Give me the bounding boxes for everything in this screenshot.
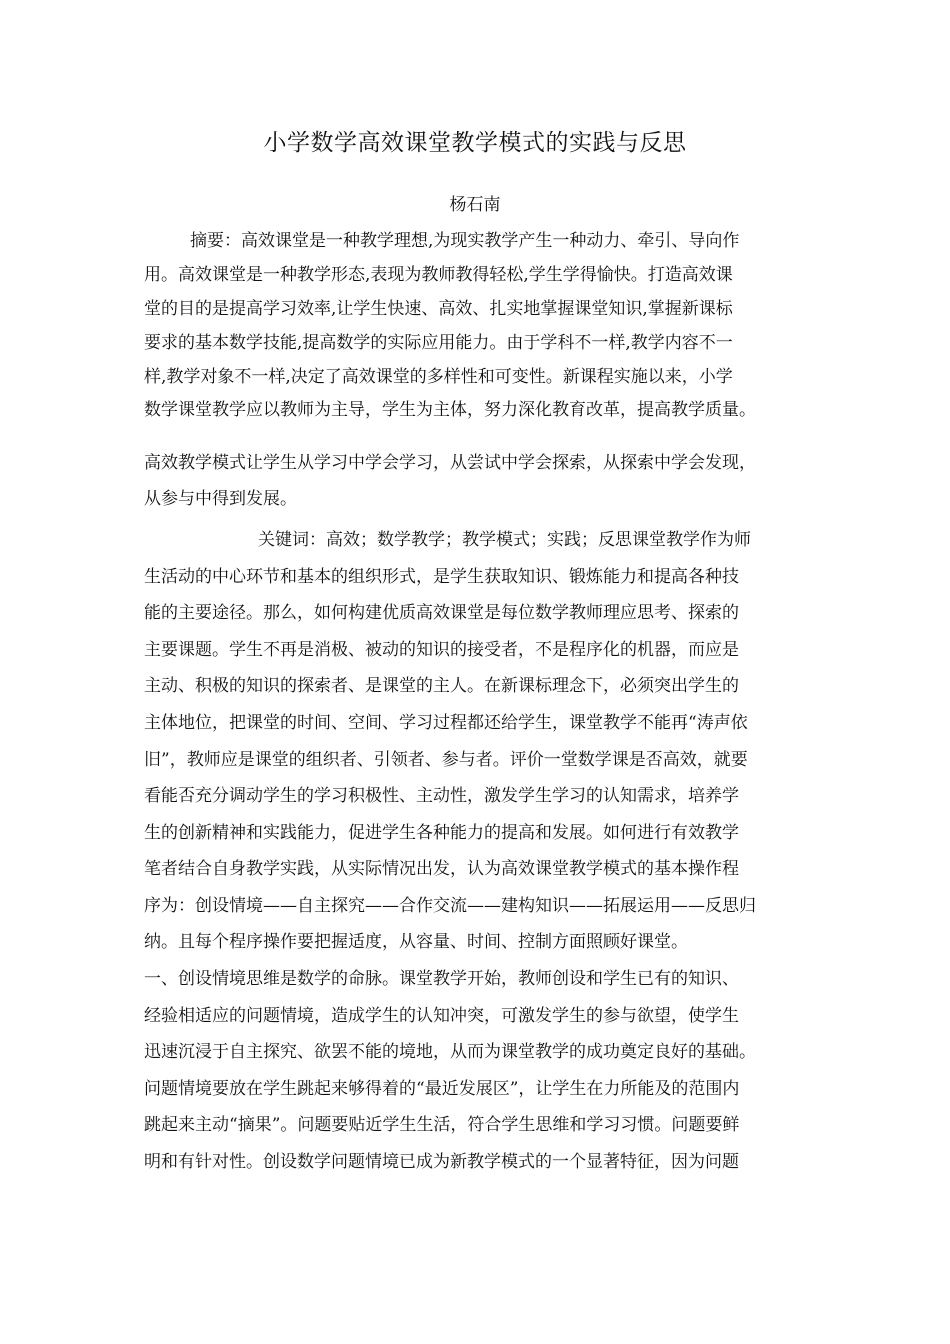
abstract-line-5: 样,教学对象不一样,决定了高效课堂的多样性和可变性。新课程实施以来，小学 xyxy=(144,367,733,387)
abstract-line-1: 摘要：高效课堂是一种教学理想,为现实教学产生一种动力、牵引、导向作 xyxy=(190,231,740,251)
keywords-line-1: 关键词：高效；数学教学；教学模式；实践；反思课堂教学作为师 xyxy=(258,530,751,550)
body-line-5: 主体地位，把课堂的时间、空间、学习过程都还给学生，课堂教学不能再“涛声依 xyxy=(144,713,748,733)
body-line-9: 笔者结合自身教学实践，从实际情况出发，认为高效课堂教学模式的基本操作程 xyxy=(144,859,739,879)
abstract-line-8: 从参与中得到发展。 xyxy=(144,489,297,509)
section-one-line-5: 跳起来主动“摘果”。问题要贴近学生生活，符合学生思维和学习习惯。问题要鲜 xyxy=(144,1115,740,1135)
abstract-line-7: 高效教学模式让学生从学习中学会学习，从尝试中学会探索，从探索中学会发现， xyxy=(144,453,756,473)
abstract-line-6: 数学课堂教学应以教师为主导，学生为主体，努力深化教育改革，提高教学质量。 xyxy=(144,400,756,420)
body-line-11: 纳。且每个程序操作要把握适度，从容量、时间、控制方面照顾好课堂。 xyxy=(144,932,688,952)
document-author: 杨石南 xyxy=(449,195,501,215)
document-title: 小学数学高效课堂教学模式的实践与反思 xyxy=(263,130,687,156)
body-line-6: 旧”，教师应是课堂的组织者、引领者、参与者。评价一堂数学课是否高效，就要 xyxy=(144,750,748,770)
body-line-7: 看能否充分调动学生的学习积极性、主动性，激发学生学习的认知需求，培养学 xyxy=(144,786,739,806)
section-one-line-4: 问题情境要放在学生跳起来够得着的“最近发展区”，让学生在力所能及的范围内 xyxy=(144,1079,740,1099)
abstract-line-3: 堂的目的是提高学习效率,让学生快速、高效、扎实地掌握课堂知识,掌握新课标 xyxy=(144,299,733,319)
section-one-line-1: 一、创设情境思维是数学的命脉。课堂教学开始，教师创设和学生已有的知识、 xyxy=(144,969,739,989)
abstract-line-4: 要求的基本数学技能,提高数学的实际应用能力。由于学科不一样,教学内容不一 xyxy=(144,333,733,353)
body-line-8: 生的创新精神和实践能力，促进学生各种能力的提高和发展。如何进行有效教学 xyxy=(144,823,739,843)
section-one-line-3: 迅速沉浸于自主探究、欲罢不能的境地，从而为课堂教学的成功奠定良好的基础。 xyxy=(144,1042,756,1062)
body-line-10: 序为：创设情境——自主探究——合作交流——建构知识——拓展运用——反思归 xyxy=(144,896,756,916)
abstract-line-2: 用。高效课堂是一种教学形态,表现为教师教得轻松,学生学得愉快。打造高效课 xyxy=(144,265,733,285)
section-one-line-6: 明和有针对性。创设数学问题情境已成为新教学模式的一个显著特征，因为问题 xyxy=(144,1152,739,1172)
section-one-line-2: 经验相适应的问题情境，造成学生的认知冲突，可激发学生的参与欲望，使学生 xyxy=(144,1006,739,1026)
body-line-3: 主要课题。学生不再是消极、被动的知识的接受者，不是程序化的机器，而应是 xyxy=(144,640,739,660)
body-line-2: 能的主要途径。那么，如何构建优质高效课堂是每位数学教师理应思考、探索的 xyxy=(144,603,739,623)
body-line-1: 生活动的中心环节和基本的组织形式，是学生获取知识、锻炼能力和提高各种技 xyxy=(144,567,739,587)
body-line-4: 主动、积极的知识的探索者、是课堂的主人。在新课标理念下，必须突出学生的 xyxy=(144,676,739,696)
